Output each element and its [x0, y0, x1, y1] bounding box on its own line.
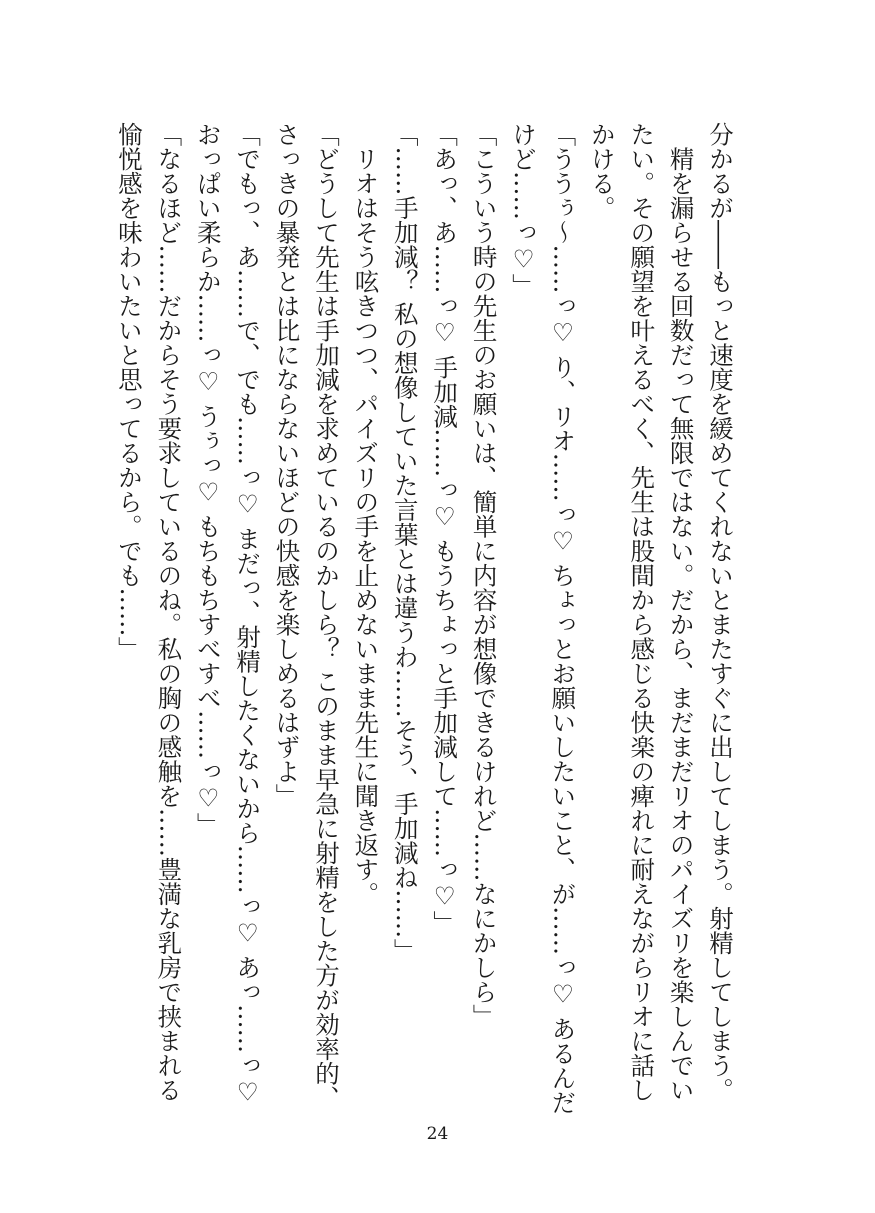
- text-line: 「ううぅ〜……っ♡ り、リオ……っ♡ ちょっとお願いしたいこと、が……っ♡ あるんだ: [548, 122, 578, 1115]
- text-line: 精を漏らせる回数だって無限ではない。だから、まだまだリオのパイズリを楽しんでい: [666, 122, 696, 1102]
- text-line: 「……手加減？ 私の想像していた言葉とは違うわ……そう、手加減ね……」: [390, 122, 420, 963]
- text-line: おっぱい柔らか……っ♡ うぅっ♡ もちもちすべすべ……っ♡」: [193, 122, 223, 838]
- text-line: リオはそう呟きつつ、パイズリの手を止めないまま先生に聞き返す。: [351, 122, 381, 906]
- text-line: 「でもっ、あ……で、でも……っ♡ まだっ、射精したくないから……っ♡ あっ……っ♡: [233, 122, 263, 1107]
- text-line: 分かるが――もっと速度を緩めてくれないとまたすぐに出してしまう。射精してしまう。: [706, 122, 735, 1102]
- text-line: さっきの暴発とは比にならないほどの快感を楽しめるはずよ」: [272, 122, 302, 808]
- text-line: かける。: [587, 122, 617, 220]
- text-line: けど……っ♡」: [508, 122, 538, 298]
- text-line: 「こういう時の先生のお願いは、簡単に内容が想像できるけれど……なにかしら」: [469, 122, 499, 1029]
- vertical-text-body: [114, 122, 740, 1115]
- text-line: たい。その願望を叶えるべく、先生は股間から感じる快楽の痺れに耐えながらリオに話し: [627, 122, 657, 1102]
- page-number: 24: [426, 1124, 449, 1144]
- text-line: 「なるほど……だからそう要求しているのね。私の胸の感触を……豊満な乳房で挟まれる: [154, 122, 184, 1102]
- text-line: 愉悦感を味わいたいと思ってるから。でも……」: [114, 122, 144, 661]
- text-line: 「どうして先生は手加減を求めているのかしら？ このまま早急に射精をした方が効率的、: [311, 122, 341, 1110]
- text-line: 「あっ、あ……っ♡ 手加減……っ♡ もうちょっと手加減して……っ♡」: [430, 122, 460, 936]
